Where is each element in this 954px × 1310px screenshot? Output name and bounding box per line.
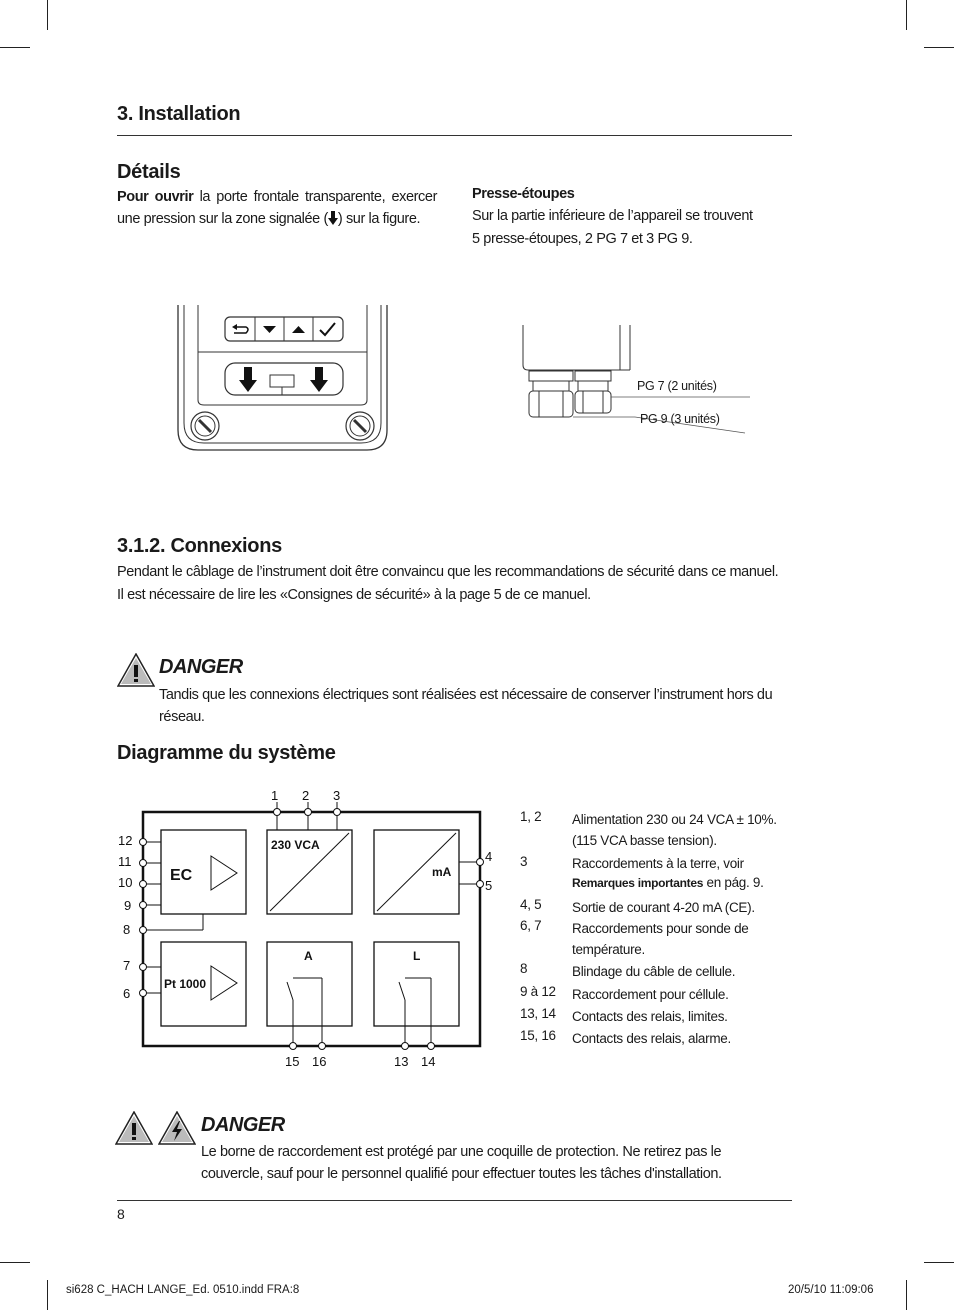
page-number: 8	[117, 1206, 125, 1222]
legend-value: Alimentation 230 ou 24 VCA ± 10%. (115 VCA basse tension).	[572, 812, 777, 848]
terminal-2: 2	[302, 788, 310, 803]
terminal-7: 7	[123, 958, 131, 973]
terminal-15: 15	[285, 1054, 300, 1069]
file-info: si628 C_HACH LANGE_Ed. 0510.indd FRA:8	[66, 1284, 300, 1296]
legend-key: 4, 5	[520, 897, 542, 912]
crop-mark	[0, 1262, 30, 1263]
terminal-4: 4	[485, 849, 493, 864]
crop-mark	[47, 0, 48, 30]
danger2-line1: Le borne de raccordement est protégé par une coquille de protection. Ne retirez pas le	[201, 1144, 722, 1160]
block-pt-label: Pt 1000	[164, 977, 207, 991]
block-l-label: L	[413, 949, 421, 963]
danger2-line2: couvercle, sauf pour le personnel qualifié pour effectuer toutes les tâches d'installation.	[201, 1166, 722, 1182]
device-front-figure	[170, 305, 395, 455]
terminal-3: 3	[333, 788, 341, 803]
glands-line2: 5 presse-étoupes, 2 PG 7 et 3 PG 9.	[472, 231, 693, 247]
terminal-1: 1	[271, 788, 279, 803]
danger1-title: DANGER	[159, 656, 243, 678]
pg9-label: PG 9 (3 unités)	[640, 412, 720, 426]
legend-value: Blindage du câble de cellule.	[572, 964, 736, 979]
header-rule	[117, 135, 792, 136]
terminal-16: 16	[312, 1054, 327, 1069]
legend-key: 9 à 12	[520, 984, 556, 999]
press-arrow-icon	[328, 210, 338, 232]
crop-mark	[924, 47, 954, 48]
legend-value: Contacts des relais, alarme.	[572, 1031, 731, 1046]
danger1-line1: Tandis que les connexions électriques sont réalisées est nécessaire de conserver l’instrument hors du	[159, 687, 773, 703]
pg7-label: PG 7 (2 unités)	[637, 379, 717, 393]
legend-value: Raccordement pour céllule.	[572, 987, 729, 1002]
legend-value: Contacts des relais, limites.	[572, 1009, 728, 1024]
legend-value: Raccordements pour sonde de température.	[572, 921, 749, 957]
legend-value: Raccordements à la terre, voir Remarques importantes en pág. 9.	[572, 856, 764, 890]
section-title: 3. Installation	[117, 103, 241, 125]
open-label: Pour ouvrir	[117, 189, 194, 205]
open-text: la porte frontale transparente, exercer une pression sur la zone signalée (	[117, 189, 438, 227]
terminal-14: 14	[421, 1054, 436, 1069]
glands-line1: Sur la partie inférieure de l’appareil se trouvent	[472, 208, 753, 224]
terminal-6: 6	[123, 986, 131, 1001]
block-power-label: 230 VCA	[271, 838, 320, 852]
details-title: Détails	[117, 161, 181, 183]
warning-icon	[117, 653, 155, 687]
legend-key: 13, 14	[520, 1006, 556, 1021]
connexions-line2: Il est nécessaire de lire les «Consignes de sécurité» à la page 5 de ce manuel.	[117, 587, 591, 603]
block-ec-label: EC	[170, 867, 193, 884]
legend-value: Sortie de courant 4-20 mA (CE).	[572, 900, 755, 915]
legend-key: 8	[520, 961, 528, 976]
footer-rule	[117, 1200, 792, 1201]
danger1-line2: réseau.	[159, 709, 205, 725]
system-diagram	[110, 780, 510, 1075]
electrical-hazard-icon	[158, 1111, 196, 1145]
legend-key: 15, 16	[520, 1028, 556, 1043]
crop-mark	[906, 1280, 907, 1310]
block-ma-label: mA	[432, 865, 452, 879]
terminal-11: 11	[118, 854, 132, 869]
crop-mark	[924, 1262, 954, 1263]
crop-mark	[906, 0, 907, 30]
crop-mark	[0, 47, 30, 48]
open-text-end: ) sur la figure.	[337, 211, 421, 227]
block-a-label: A	[304, 949, 313, 963]
open-instructions	[117, 186, 437, 232]
terminal-8: 8	[123, 922, 131, 937]
terminal-9: 9	[124, 898, 132, 913]
danger2-title: DANGER	[201, 1114, 285, 1136]
legend-key: 1, 2	[520, 809, 542, 824]
legend-key: 3	[520, 854, 528, 869]
diagram-title: Diagramme du système	[117, 742, 336, 764]
terminal-12: 12	[118, 833, 133, 848]
terminal-10: 10	[118, 875, 133, 890]
terminal-13: 13	[394, 1054, 409, 1069]
connexions-title: 3.1.2. Connexions	[117, 535, 282, 557]
terminal-5: 5	[485, 878, 493, 893]
crop-mark	[47, 1280, 48, 1310]
glands-title: Presse-étoupes	[472, 186, 575, 202]
timestamp: 20/5/10 11:09:06	[788, 1284, 874, 1296]
connexions-line1: Pendant le câblage de l’instrument doit être convaincu que les recommandations de sécurité dans ce manuel.	[117, 564, 779, 580]
legend-key: 6, 7	[520, 918, 542, 933]
warning-icon	[115, 1111, 153, 1145]
